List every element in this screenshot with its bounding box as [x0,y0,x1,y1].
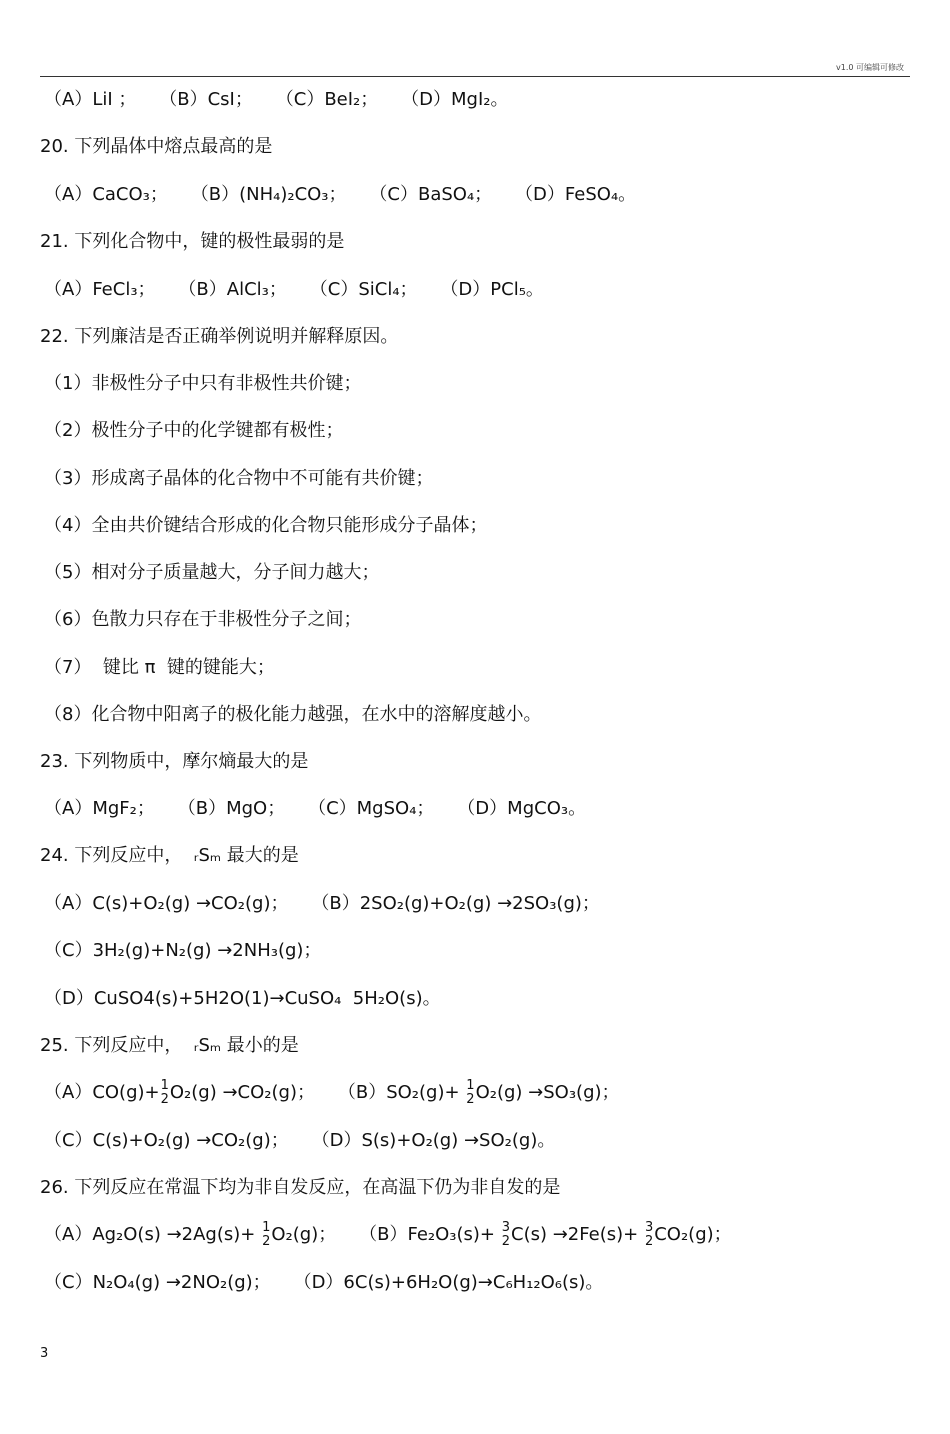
answer-options-line: （5）相对分子质量越大，分子间力越大； [44,562,380,583]
answer-options-line: （A）CO(g)+ 1 2 O₂(g) →CO₂(g)； （B）SO₂(g)+ 1 2 O₂(g) →SO₃(g)； [44,1078,620,1107]
header-rule [40,76,910,77]
fraction: 1 2 [160,1078,169,1107]
answer-options-line: （A）Ag₂O(s) →2Ag(s)+ 1 2 O₂(g)； （B）Fe₂O₃(s)+ 3 2 C(s) →2Fe(s)+ 3 2 CO₂(g)； [44,1220,732,1249]
question-line: 24. 下列反应中， ᵣSₘ 最大的是 [40,845,299,866]
answer-options-line: （3）形成离子晶体的化合物中不可能有共价键； [44,468,434,489]
answer-options-line: （6）色散力只存在于非极性分子之间； [44,609,362,630]
page-number: 3 [40,1346,49,1361]
answer-options-line: （A）C(s)+O₂(g) →CO₂(g)； （B）2SO₂(g)+O₂(g) →2SO₃(g)； [44,893,600,914]
fraction: 1 2 [262,1220,271,1249]
question-line: 20. 下列晶体中熔点最高的是 [40,136,273,157]
fraction: 3 2 [644,1220,654,1249]
answer-options-line: （7） 键比 π 键的键能大； [44,657,275,678]
question-line: 25. 下列反应中， ᵣSₘ 最小的是 [40,1035,299,1056]
answer-options-line: （A）CaCO₃； （B）(NH₄)₂CO₃； （C）BaSO₄； （D）FeSO₄。 [44,184,637,205]
answer-options-line: （A）MgF₂； （B）MgO； （C）MgSO₄； （D）MgCO₃。 [44,798,587,819]
answer-options-line: （4）全由共价键结合形成的化合物只能形成分子晶体； [44,515,488,536]
answer-options-line: （C）C(s)+O₂(g) →CO₂(g)； （D）S(s)+O₂(g) →SO₂(g)。 [44,1130,556,1151]
fraction: 3 2 [501,1220,511,1249]
fraction: 1 2 [466,1078,475,1107]
question-line: 23. 下列物质中，摩尔熵最大的是 [40,751,309,772]
answer-options-line: （A）FeCl₃； （B）AlCl₃； （C）SiCl₄； （D）PCl₅。 [44,279,544,300]
header-version: v1.0 可编辑可修改 [836,63,904,72]
question-line: 22. 下列廉洁是否正确举例说明并解释原因。 [40,326,399,347]
answer-options-line: （C）3H₂(g)+N₂(g) →2NH₃(g)； [44,940,322,961]
answer-options-line: （2）极性分子中的化学键都有极性； [44,420,344,441]
answer-options-line: （8）化合物中阳离子的极化能力越强，在水中的溶解度越小。 [44,704,542,725]
answer-options-line: （A）LiI ； （B）CsI； （C）BeI₂； （D）MgI₂。 [44,89,509,110]
answer-options-line: （D）CuSO4(s)+5H2O(1)→CuSO₄ 5H₂O(s)。 [44,988,441,1009]
question-line: 26. 下列反应在常温下均为非自发反应，在高温下仍为非自发的是 [40,1177,561,1198]
answer-options-line: （1）非极性分子中只有非极性共价键； [44,373,362,394]
question-line: 21. 下列化合物中，键的极性最弱的是 [40,231,345,252]
answer-options-line: （C）N₂O₄(g) →2NO₂(g)； （D）6C(s)+6H₂O(g)→C₆H₁₂O₆(s)。 [44,1272,604,1293]
